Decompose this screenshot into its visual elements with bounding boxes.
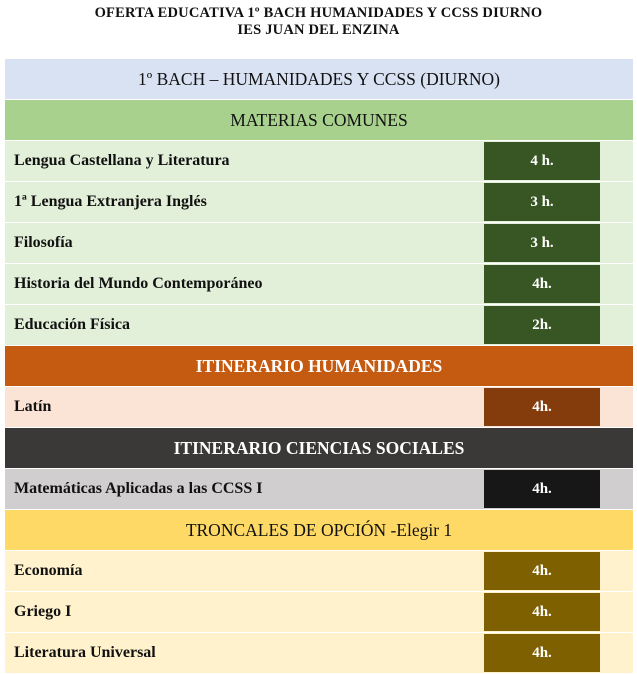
subject-hours: 4h. [484, 388, 600, 426]
subject-hours: 2h. [484, 306, 600, 344]
course-table [5, 59, 633, 674]
table-header: 1º BACH – HUMANIDADES Y CCSS (DIURNO) [5, 59, 633, 100]
table-row [5, 592, 633, 633]
table-row [5, 305, 633, 346]
table-row [5, 264, 633, 305]
subject-name: Economía [14, 562, 83, 579]
subject-name: Filosofía [14, 234, 73, 251]
table-row [5, 469, 633, 510]
subject-hours: 4h. [484, 593, 600, 631]
subject-name: Griego I [14, 603, 72, 620]
subject-name: Educación Física [14, 316, 131, 333]
subject-hours: 3 h. [484, 183, 600, 221]
document-title: OFERTA EDUCATIVA 1º BACH HUMANIDADES Y CCSS DIURNO [94, 5, 543, 21]
table-row [5, 182, 633, 223]
subject-hours: 4h. [484, 265, 600, 303]
table-row [5, 551, 633, 592]
table-row [5, 633, 633, 674]
table-row [5, 387, 633, 428]
table-row [5, 141, 633, 182]
subject-name: Historia del Mundo Contemporáneo [14, 275, 263, 292]
subject-name: Latín [14, 398, 52, 415]
subject-name: Lengua Castellana y Literatura [14, 152, 230, 169]
subject-hours: 4 h. [484, 142, 600, 180]
subject-hours: 4h. [484, 552, 600, 590]
section-itinerario-ciencias-sociales: ITINERARIO CIENCIAS SOCIALES [5, 428, 633, 469]
section-itinerario-humanidades: ITINERARIO HUMANIDADES [5, 346, 633, 387]
school-name: IES JUAN DEL ENZINA [237, 22, 400, 38]
subject-hours: 4h. [484, 470, 600, 508]
subject-name: Matemáticas Aplicadas a las CCSS I [14, 480, 263, 497]
subject-name: 1ª Lengua Extranjera Inglés [14, 193, 207, 210]
table-row [5, 223, 633, 264]
section-troncales-opcion: TRONCALES DE OPCIÓN -Elegir 1 [5, 510, 633, 551]
subject-hours: 3 h. [484, 224, 600, 262]
subject-hours: 4h. [484, 634, 600, 672]
section-materias-comunes: MATERIAS COMUNES [5, 100, 633, 141]
subject-name: Literatura Universal [14, 644, 156, 661]
